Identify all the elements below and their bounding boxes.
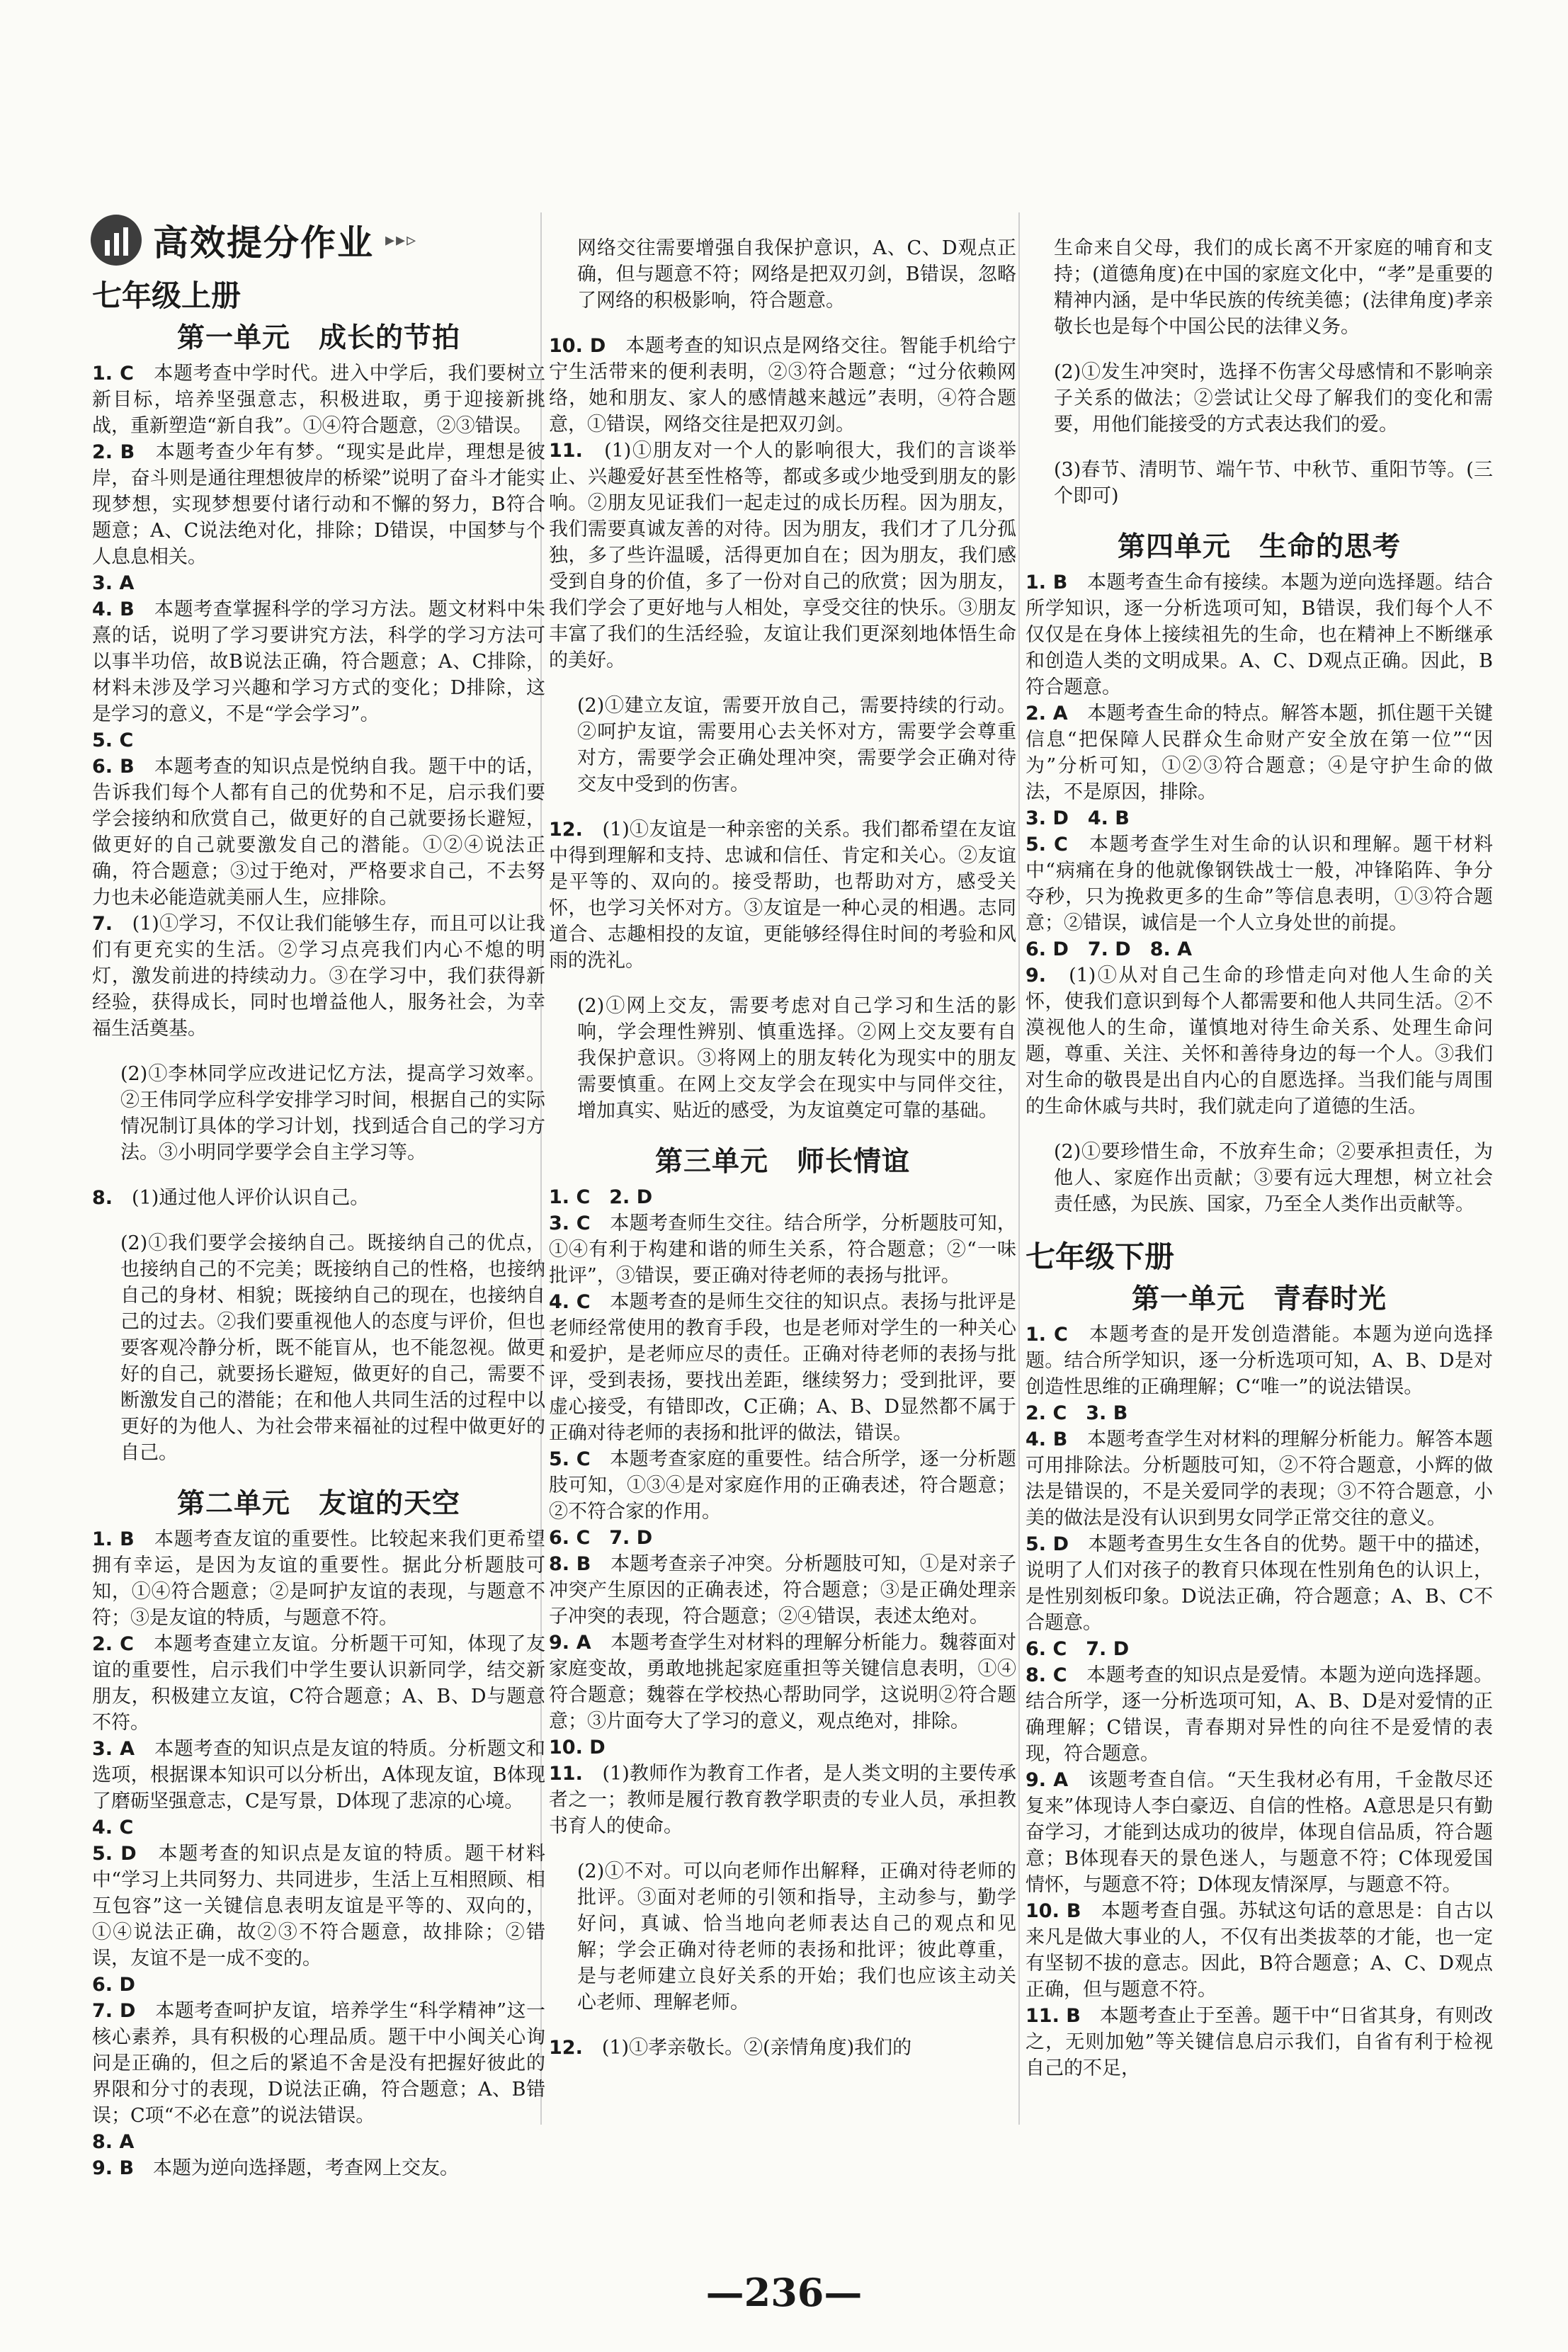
answer-number: 2. C 3. B (1026, 1402, 1128, 1424)
answer-number: 11. (549, 1763, 583, 1785)
answer-number: 3. A (92, 1738, 135, 1760)
answer-number: 5. D (92, 1843, 137, 1865)
answer-number: 7. (92, 913, 113, 935)
answer-item (1026, 805, 1493, 831)
answer-item (1026, 1400, 1493, 1426)
answer-item (549, 2035, 1016, 2061)
answer-text: 本题考查的知识点是友谊的特质。分析题文和选项，根据课本知识可以分析出，A体现友谊，B体现了磨砺坚强意志，C是写景，D体现了悲凉的心境。 (92, 1738, 546, 1812)
answer-text: (1)①孝亲敬长。②(亲情角度)我们的 (601, 2037, 912, 2059)
answer-number: 3. D 4. B (1026, 807, 1130, 829)
answer-item (1026, 1426, 1493, 1531)
answer-number: 11. B (1026, 2005, 1081, 2027)
answer-item (92, 596, 545, 727)
answer-number: 6. B (92, 756, 135, 778)
answer-text: 本题考查的知识点是友谊的特质。题干材料中“学习上共同努力、共同进步，生活上互相照顾、相互包容”这一关键信息表明友谊是平等的、双向的，①④说法正确，故②③不符合题意，故排除；②错误，友谊不是一成不变的。 (92, 1843, 546, 1970)
grade-heading: 七年级上册 (92, 278, 242, 313)
answer-item (1026, 831, 1493, 936)
answer-item (1026, 700, 1493, 805)
answer-text: (1)①从对自己生命的珍惜走向对他人生命的关怀，使我们意识到每个人都需要和他人共同生活。②不漠视他人的生命，谨慎地对待生命关系、处理生命问题，尊重、关注、关怀和善待身边的每一个人。③我们对生命的敬畏是出自内心的自愿选择。当我们能与周围的生命休戚与共时，我们就走向了道德的生活。 (1026, 965, 1494, 1118)
answer-item (92, 1185, 545, 1211)
answer-text: (1)通过他人评价认识自己。 (132, 1187, 370, 1209)
bar-chart-logo-icon (91, 215, 142, 266)
page-number: —236— (705, 2270, 863, 2315)
answer-text: 本题考查建立友谊。分析题干可知，体现了友谊的重要性，启示我们中学生要认识新同学，结交新朋友，积极建立友谊，C符合题意；A、B、D与题意不符。 (92, 1633, 546, 1734)
unit-heading: 第一单元 青春时光 (1131, 1283, 1387, 1315)
answer-text: (1)教师作为教育工作者，是人类文明的主要传承者之一；教师是履行教育教学职责的专业人员，承担教书育人的使命。 (549, 1763, 1017, 1837)
answer-number: 5. C (1026, 834, 1068, 856)
answer-number: 9. (1026, 965, 1047, 987)
answer-number: 1. C (1026, 1324, 1068, 1346)
answer-text: 本题考查的知识点是网络交往。智能手机给宁宁生活带来的便利表明，②③符合题意；“过分依赖网络，她和朋友、家人的感情越来越远”表明，④符合题意，①错误，网络交往是把双刃剑。 (549, 335, 1016, 436)
answer-number: 6. D 7. D 8. A (1026, 938, 1193, 960)
answer-item (92, 1972, 545, 1998)
answer-item (92, 911, 545, 1042)
answer-number: 2. C (92, 1633, 134, 1655)
answer-text: 本题考查家庭的重要性。结合所学，逐一分析题肢可知，①③④是对家庭作用的正确表述，符合题意；②不符合家的作用。 (549, 1448, 1017, 1523)
answer-number: 1. B (92, 1528, 135, 1550)
answer-text: 本题考查的知识点是悦纳自我。题干中的话，告诉我们每个人都有自己的优势和不足，启示我们要学会接纳和欣赏自己，做更好的自己就要扬长避短，做更好的自己就要激发自己的潜能。①②④说法正确，符合题意；③过于绝对，严格要求自己，不去努力也未必能造就美丽人生，应排除。 (92, 756, 546, 909)
answer-item (1026, 1322, 1493, 1400)
answer-subpart: (2)①网上交友，需要考虑对自己学习和生活的影响，学会理性辨别、慎重选择。②网上交友要有自我保护意识。③将网上的朋友转化为现实中的朋友需要慎重。在网上交友学会在现实中与同伴交往，增加真实、贴近的感受，为友谊奠定可靠的基础。 (577, 995, 1016, 1122)
answer-number: 9. A (549, 1632, 591, 1654)
answer-text: 本题考查自强。苏轼这句话的意思是：自古以来凡是做大事业的人，不仅有出类拔萃的才能，也一定有坚韧不拔的意志。因此，B符合题意；A、C、D观点正确，但与题意不符。 (1026, 1900, 1494, 2001)
answer-subpart: (2)①我们要学会接纳自己。既接纳自己的优点，也接纳自己的不完美；既接纳自己的性格，也接纳自己的身材、相貌；既接纳自己的现在，也接纳自己的过去。②我们要重视他人的态度与评价，但也要客观冷静分析，既不能盲从，也不能忽视。做更好的自己，就要扬长避短，做更好的自己，需要不断激发自己的潜能；在和他人共同生活的过程中以更好的为他人、为社会带来福祉的过程中做更好的自己。 (120, 1232, 545, 1464)
unit-heading: 第一单元 成长的节拍 (176, 322, 460, 354)
answer-number: 9. A (1026, 1769, 1069, 1791)
answer-number: 6. C 7. D (549, 1527, 653, 1549)
answer-item (92, 754, 545, 911)
answer-item (549, 1525, 1016, 1551)
answer-item (549, 1289, 1016, 1446)
answer-item (1026, 1767, 1493, 1898)
unit-heading: 第四单元 生命的思考 (1117, 531, 1401, 563)
column-1 (92, 273, 545, 2234)
answer-text: 本题考查师生交往。结合所学，分析题肢可知，①④有利于构建和谐的师生关系，符合题意；②“一味批评”，③错误，要正确对待老师的表扬与批评。 (549, 1212, 1017, 1287)
answer-number: 8. C (1026, 1664, 1067, 1686)
answer-item (92, 1841, 545, 1972)
answer-number: 3. A (92, 572, 135, 594)
answer-number: 2. B (92, 441, 135, 463)
answer-text: 本题为逆向选择题，考查网上交友。 (153, 2157, 460, 2179)
answer-text: 本题考查中学时代。进入中学后，我们要树立新目标，培养坚强意志，积极进取，勇于迎接新挑战，重新塑造“新自我”。①④符合题意，②③错误。 (92, 363, 546, 437)
continued-text: 生命来自父母，我们的成长离不开家庭的哺育和支持；(道德角度)在中国的家庭文化中，“孝”是重要的精神内涵，是中华民族的传统美德；(法律角度)孝亲敬长也是每个中国公民的法律义务。 (1054, 237, 1493, 338)
answer-number: 3. C (549, 1212, 591, 1234)
answer-subpart: (3)春节、清明节、端午节、中秋节、重阳节等。(三个即可) (1054, 459, 1493, 507)
answer-item (92, 1526, 545, 1631)
answer-item (549, 333, 1016, 438)
answer-item (1026, 1898, 1493, 2003)
answer-item (92, 570, 545, 596)
answer-number: 8. B (549, 1553, 591, 1575)
answer-text: 本题考查亲子冲突。分析题肢可知，①是对亲子冲突产生原因的正确表述，符合题意；③是正确处理亲子冲突的表现，符合题意；②④错误，表述太绝对。 (549, 1553, 1016, 1627)
answer-subpart: (2)①建立友谊，需要开放自己，需要持续的行动。②呵护友谊，需要用心去关怀对方，需要学会尊重对方，需要学会正确处理冲突，需要学会正确对待交友中受到的伤害。 (577, 695, 1016, 795)
answer-number: 4. B (1026, 1428, 1068, 1450)
answer-number: 12. (549, 819, 583, 841)
answer-text: (1)①友谊是一种亲密的关系。我们都希望在友谊中得到理解和支持、忠诚和信任、肯定和关心。②友谊是平等的、双向的。接受帮助，也帮助对方，感受关怀，也学习关怀对方。③友谊是一种心灵的相遇。志同道合、志趣相投的友谊，更能够经得住时间的考验和风雨的洗礼。 (549, 819, 1017, 972)
answer-item (92, 360, 545, 439)
answer-item (1026, 962, 1493, 1120)
answer-item (92, 2129, 545, 2155)
answer-text: 本题考查友谊的重要性。比较起来我们更希望拥有幸运，是因为友谊的重要性。据此分析题肢可知，①④符合题意；②是呵护友谊的表现，与题意不符；③是友谊的特质，与题意不符。 (92, 1528, 546, 1629)
answer-number: 4. B (92, 598, 135, 620)
answer-text: 本题考查生命有接续。本题为逆向选择题。结合所学知识，逐一分析选项可知，B错误，我们每个人不仅仅是在身体上接续祖先的生命，也在精神上不断继承和创造人类的文明成果。A、C、D观点正确。因此，B符合题意。 (1026, 572, 1493, 698)
column-3 (1026, 216, 1493, 2178)
answer-text: 本题考查掌握科学的学习方法。题文材料中朱熹的话，说明了学习要讲究方法，科学的学习方法可以事半功倍，故B说法正确，符合题意；A、C排除，材料未涉及学习兴趣和学习方式的变化；D排除，这是学习的意义，不是“学会学习”。 (92, 598, 546, 725)
answer-item (549, 1761, 1016, 1839)
answer-item (549, 1630, 1016, 1734)
arrow-icon: ▸▸▹ (385, 229, 418, 251)
answer-item (92, 439, 545, 570)
answer-item (1026, 1636, 1493, 1662)
continued-text: 网络交往需要增强自我保护意识，A、C、D观点正确，但与题意不符；网络是把双刃剑，B错误，忽略了网络的积极影响，符合题意。 (577, 237, 1016, 312)
answer-number: 10. D (549, 1737, 606, 1759)
unit-heading: 第二单元 友谊的天空 (176, 1488, 460, 1520)
answer-item (549, 1210, 1016, 1289)
answer-text: 本题考查的是师生交往的知识点。表扬与批评是老师经常使用的教育手段，也是老师对学生的一种关心和爱护，是老师应尽的责任。正确对待老师的表扬与批评，受到表扬，要找出差距，继续努力；受到批评，要虚心接受，有错即改，C正确；A、B、D显然都不属于正确对待老师的表扬和批评的做法，错误。 (549, 1291, 1017, 1444)
section-header (91, 212, 530, 268)
section-title: 高效提分作业 (153, 222, 374, 263)
answer-text: (1)①学习，不仅让我们能够生存，而且可以让我们有更充实的生活。②学习点亮我们内心不熄的明灯，激发前进的持续动力。③在学习中，我们获得新经验，获得成长，同时也增益他人，服务社会，为幸福生活奠基。 (92, 913, 546, 1040)
answer-text: 本题考查学生对生命的认识和理解。题干材料中“病痛在身的他就像钢铁战士一般，冲锋陷阵、争分夺秒，只为挽救更多的生命”等信息表明，①③符合题意；②错误，诚信是一个人立身处世的前提。 (1026, 834, 1494, 934)
answer-number: 5. C (549, 1448, 591, 1470)
answer-item (549, 1184, 1016, 1210)
answer-item (549, 1734, 1016, 1761)
column-2 (549, 216, 1016, 2178)
answer-item (92, 2155, 545, 2181)
answer-text: 本题考查呵护友谊，培养学生“科学精神”这一核心素养，具有积极的心理品质。题干中小闽关心询问是正确的，但之后的紧追不舍是没有把握好彼此的界限和分寸的表现，D说法正确，符合题意；A、B错误；C项“不必在意”的说法错误。 (92, 2000, 546, 2127)
answer-text: 本题考查少年有梦。“现实是此岸，理想是彼岸，奋斗则是通往理想彼岸的桥梁”说明了奋斗才能实现梦想，实现梦想要付诸行动和不懈的努力，B符合题意；A、C说法绝对化，排除；D错误，中国梦与个人息息相关。 (92, 441, 545, 568)
answer-item (549, 817, 1016, 974)
answer-number: 8. A (92, 2131, 135, 2153)
grade-heading: 七年级下册 (1026, 1239, 1175, 1274)
answer-item (1026, 1662, 1493, 1767)
answer-number: 10. D (549, 335, 606, 357)
answer-number: 1. C (92, 363, 134, 385)
answer-text: 本题考查的知识点是爱情。本题为逆向选择题。结合所学，逐一分析选项可知，A、B、D是对爱情的正确理解；C错误，青春期对异性的向往不是爱情的表现，符合题意。 (1026, 1664, 1494, 1765)
answer-text: (1)①朋友对一个人的影响很大，我们的言谈举止、兴趣爱好甚至性格等，都或多或少地受到朋友的影响。②朋友见证我们一起走过的成长历程。因为朋友，我们需要真诚友善的对待。因为朋友，我们才了几分孤独，多了些许温暖，活得更加自在；因为朋友，我们感受到自身的价值，多了一份对自己的欣赏；因为朋友，我们学会了更好地与人相处，享受交往的快乐。③朋友丰富了我们的生活经验，友谊让我们更深刻地体悟生命的美好。 (549, 440, 1016, 671)
answer-text: 本题考查学生对材料的理解分析能力。解答本题可用排除法。分析题肢可知，②不符合题意，小辉的做法是错误的，不是关爱同学的表现；③不符合题意，小美的做法是没有认识到男女同学正常交往的意义。 (1026, 1428, 1493, 1529)
answer-number: 5. C (92, 729, 134, 751)
answer-number: 2. A (1026, 703, 1068, 725)
answer-subpart: (2)①发生冲突时，选择不伤害父母感情和不影响亲子关系的做法；②尝试让父母了解我们的变化和需要，用他们能接受的方式表达我们的爱。 (1054, 361, 1493, 436)
answer-item (92, 1814, 545, 1841)
answer-text: 本题考查男生女生各自的优势。题干中的描述，说明了人们对孩子的教育只体现在性别角色的认识上，是性别刻板印象。D说法正确，符合题意；A、B、C不合题意。 (1026, 1533, 1494, 1634)
answer-item (549, 1551, 1016, 1630)
answer-text: 本题考查的是开发创造潜能。本题为逆向选择题。结合所学知识，逐一分析选项可知，A、B、D是对创造性思维的正确理解；C“唯一”的说法错误。 (1026, 1324, 1494, 1398)
answer-item (1026, 569, 1493, 700)
answer-number: 1. C 2. D (549, 1186, 653, 1208)
answer-text: 该题考查自信。“天生我材必有用，千金散尽还复来”体现诗人李白豪迈、自信的性格。A意思是只有勤奋学习，才能到达成功的彼岸，体现自信品质，符合题意；B体现春天的景色迷人，与题意不符；C体现爱国情怀，与题意不符；D体现友情深厚，与题意不符。 (1026, 1769, 1493, 1896)
answer-number: 11. (549, 440, 583, 462)
answer-item (92, 1998, 545, 2129)
answer-subpart: (2)①李林同学应改进记忆方法，提高学习效率。②王伟同学应科学安排学习时间，根据自己的实际情况制订具体的学习计划，找到适合自己的学习方法。③小明同学要学会自主学习等。 (120, 1063, 545, 1164)
answer-number: 1. B (1026, 572, 1068, 593)
answer-number: 8. (92, 1187, 113, 1209)
answer-item (1026, 936, 1493, 962)
answer-number: 10. B (1026, 1900, 1081, 1922)
column-divider (1018, 212, 1020, 2125)
answer-number: 12. (549, 2037, 583, 2059)
answer-item (1026, 1531, 1493, 1636)
answer-item (92, 727, 545, 754)
answer-number: 7. D (92, 2000, 136, 2022)
answer-text: 本题考查生命的特点。解答本题，抓住题干关键信息“把保障人民群众生命财产安全放在第一位”“因为”分析可知，①②③符合题意；④是守护生命的做法，不是原因，排除。 (1026, 703, 1494, 803)
answer-number: 4. C (549, 1291, 591, 1313)
answer-item (549, 438, 1016, 674)
answer-subpart: (2)①要珍惜生命，不放弃生命；②要承担责任，为他人、家庭作出贡献；③要有远大理想，树立社会责任感，为民族、国家，乃至全人类作出贡献等。 (1054, 1141, 1493, 1215)
unit-heading: 第三单元 师长情谊 (654, 1146, 910, 1178)
answer-number: 6. C 7. D (1026, 1638, 1130, 1660)
answer-item (92, 1736, 545, 1814)
answer-number: 6. D (92, 1974, 135, 1996)
answer-item (1026, 2003, 1493, 2081)
answer-text: 本题考查止于至善。题干中“日省其身，有则改之，无则加勉”等关键信息启示我们，自省有利于检视自己的不足， (1026, 2005, 1493, 2079)
answer-number: 4. C (92, 1817, 134, 1839)
answer-item (92, 1631, 545, 1736)
answer-number: 9. B (92, 2157, 135, 2179)
answer-item (549, 1446, 1016, 1525)
answer-number: 5. D (1026, 1533, 1069, 1555)
answer-text: 本题考查学生对材料的理解分析能力。魏蓉面对家庭变故，勇敢地挑起家庭重担等关键信息表明，①④符合题意；魏蓉在学校热心帮助同学，这说明②符合题意；③片面夸大了学习的意义，观点绝对，排除。 (549, 1632, 1017, 1732)
answer-subpart: (2)①不对。可以向老师作出解释，正确对待老师的批评。③面对老师的引领和指导，主动参与，勤学好问，真诚、恰当地向老师表达自己的观点和见解；学会正确对待老师的表扬和批评；彼此尊重，是与老师建立良好关系的开始；我们也应该主动关心老师、理解老师。 (577, 1860, 1016, 2013)
